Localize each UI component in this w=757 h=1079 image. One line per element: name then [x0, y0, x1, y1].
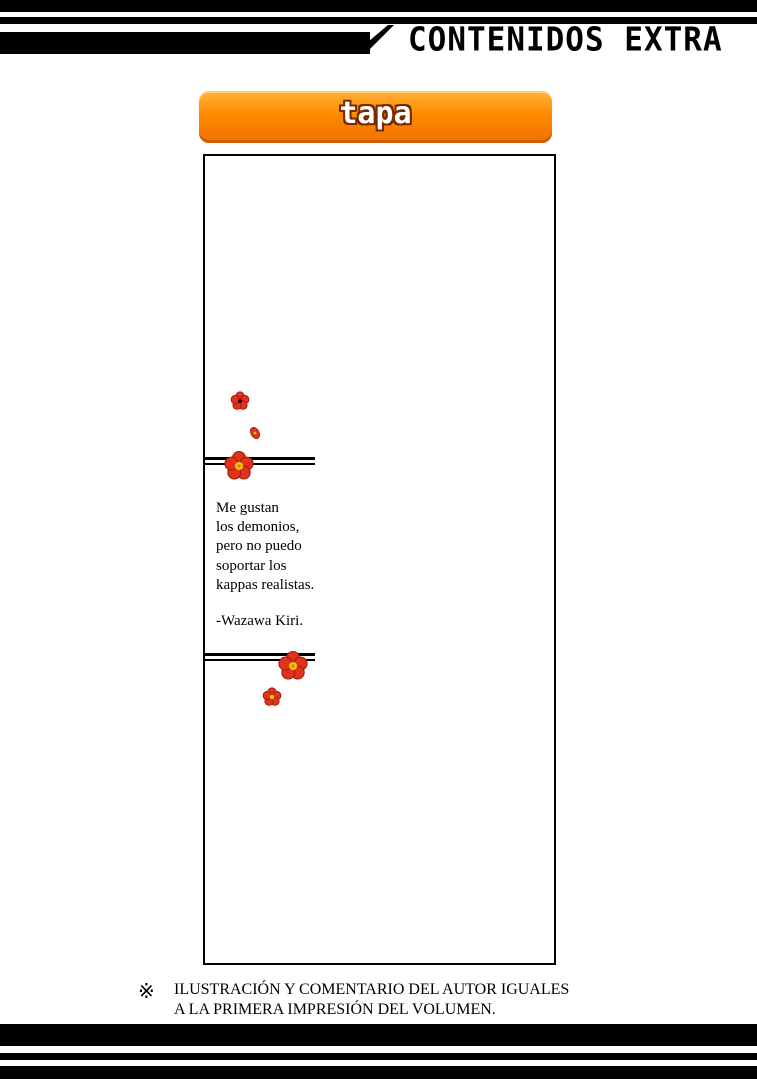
- bottom-bar-2: [0, 1053, 757, 1060]
- slash-icon: [362, 25, 402, 55]
- footnote: [174, 980, 569, 1020]
- section-tab: [199, 91, 552, 143]
- bottom-bar-1: [0, 1024, 757, 1046]
- bottom-bar-3: [0, 1066, 757, 1079]
- plum-flower-icon: [261, 686, 283, 708]
- comment-line: Me gustan: [216, 500, 279, 516]
- comment-line: los demonios,: [216, 519, 300, 536]
- section-tab-label: tapa: [339, 96, 412, 131]
- plum-flower-icon: [229, 390, 251, 412]
- footnote-line: ILUSTRACIÓN Y COMENTARIO DEL AUTOR IGUALES: [174, 981, 570, 998]
- plum-petal-icon: [247, 425, 263, 441]
- comment-line: soportar los: [216, 557, 287, 574]
- top-bar-1: [0, 0, 757, 12]
- plum-flower-icon: [222, 449, 256, 483]
- author-signature: -Wazawa Kiri.: [216, 613, 304, 629]
- header-title: CONTENIDOS EXTRA: [408, 21, 723, 59]
- footnote-line: A LA PRIMERA IMPRESIÓN DEL VOLUMEN.: [174, 1001, 496, 1018]
- author-comment: [216, 499, 314, 595]
- plum-flower-icon: [276, 649, 310, 683]
- comment-line: kappas realistas.: [216, 576, 315, 593]
- comment-line: pero no puedo: [216, 538, 302, 555]
- top-bar-3: [0, 32, 370, 54]
- reference-mark-icon: ※: [138, 979, 155, 1003]
